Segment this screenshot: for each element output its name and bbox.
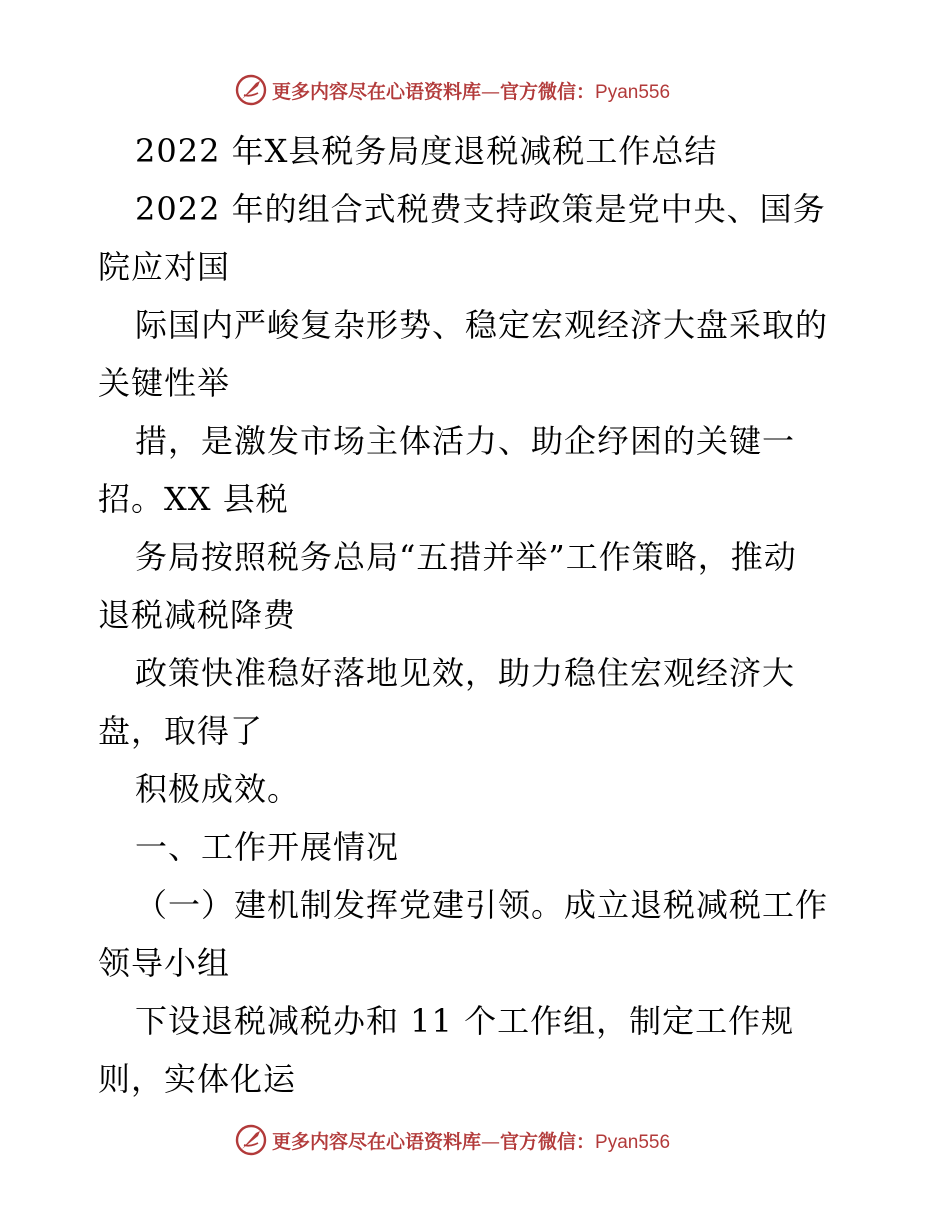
- watermark-brand-text: 更多内容尽在心语资料库: [272, 80, 482, 103]
- quill-pen-circle-icon: [234, 1123, 268, 1157]
- section-heading: 一、工作开展情况: [135, 828, 400, 866]
- paragraph-line: 招。XX 县税: [98, 480, 289, 518]
- paragraph-line: 则，实体化运: [98, 1060, 297, 1098]
- watermark-separator: —: [481, 1130, 501, 1153]
- watermark-wechat-label: 官方微信：: [500, 1130, 596, 1153]
- paragraph-line: 退税减税降费: [98, 596, 297, 634]
- header-watermark: [234, 72, 670, 108]
- document-title: 2022 年X县税务局度退税减税工作总结: [135, 132, 718, 170]
- paragraph-line: 盘，取得了: [98, 712, 264, 750]
- paragraph-line: 关键性举: [98, 364, 231, 402]
- watermark-wechat-id: Pyan556: [595, 1131, 671, 1153]
- subsection-heading-line: （一）建机制发挥党建引领。成立退税减税工作: [135, 886, 829, 924]
- watermark-wechat-label: 官方微信：: [500, 80, 596, 103]
- paragraph-line: 院应对国: [98, 248, 231, 286]
- paragraph-line: 2022 年的组合式税费支持政策是党中央、国务: [135, 190, 826, 228]
- watermark-brand-text: 更多内容尽在心语资料库: [272, 1130, 482, 1153]
- footer-watermark: [234, 1122, 670, 1158]
- watermark-wechat-id: Pyan556: [595, 81, 671, 103]
- quill-pen-circle-icon: [234, 73, 268, 107]
- paragraph-line: 际国内严峻复杂形势、稳定宏观经济大盘采取的: [135, 306, 829, 344]
- watermark-separator: —: [481, 80, 501, 103]
- paragraph-line: 务局按照税务总局“五措并举”工作策略，推动: [135, 538, 797, 576]
- paragraph-line: 积极成效。: [135, 770, 301, 808]
- paragraph-line: 下设退税减税办和 11 个工作组，制定工作规: [135, 1002, 795, 1040]
- paragraph-line: 政策快准稳好落地见效，助力稳住宏观经济大: [135, 654, 796, 692]
- paragraph-line: 措，是激发市场主体活力、助企纾困的关键一: [135, 422, 796, 460]
- paragraph-line: 领导小组: [98, 944, 231, 982]
